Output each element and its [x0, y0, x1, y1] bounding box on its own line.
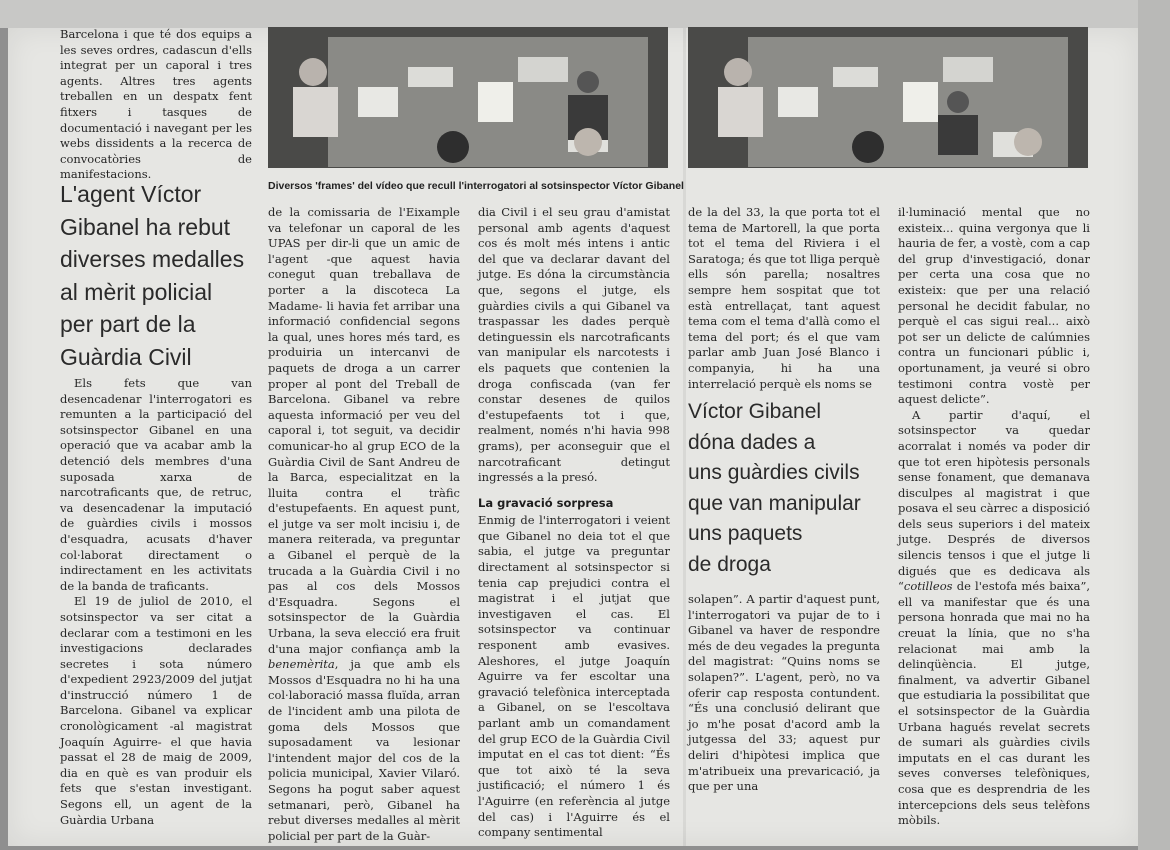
photo-caption: Diversos 'frames' del vídeo que recull l'interrogatori al sotsinspector Víctor Gibanel [268, 180, 684, 192]
page-fold [683, 28, 686, 846]
video-frame-photo-1 [268, 27, 668, 168]
text-run: , ja que amb els Mossos d'Esquadra no hi ha una col·laboració massa fluïda, arran de l'incident amb una pilota de goma dels Mossos que suposadament va lesionar l'intendent major del cos de la policia municipal, Xavier Vilaró. Segons ha pogut saber aquest setmanari, però, Gibanel ha rebut diverses medalles al mèrit policial per part de la Guàr- [268, 657, 460, 843]
headline-right-line: uns paquets [688, 522, 803, 546]
article-column-5 [898, 205, 1090, 829]
headline-left-line: L'agent Víctor [60, 181, 202, 207]
paragraph: solapen”. A partir d'aquest punt, l'interrogatori va pujar de to i Gibanel va haver de respondre més de deu vegades la pregunta del magistrat: “Quins noms se solapen?”. L'agent, però, no va oferir cap resposta contundent. “És una conclusió delirant que jo m'he posat d'acord amb la jutgessa del 33; aquest pur deliri d'hipòtesi implica que m'atribueix una prevaricació, ja que per una [688, 592, 880, 794]
paragraph: El 19 de juliol de 2010, el sotsinspector va ser citat a declarar com a testimoni en les investigacions declarades secretes i sota número d'expedient 2923/2009 del jutjat d'instrucció número 1 de Barcelona. Gibanel va explicar cronològicament -al magistrat Joaquín Aguirre- el que havia passat el 28 de maig de 2009, dia en què es van produir els fets que s'estan investigant. Segons ell, un agent de la Guàrdia Urbana [60, 594, 252, 827]
headline-right [688, 397, 888, 581]
paragraph: dia Civil i el seu grau d'amistat personal amb agents d'aquest cos és molt més intens i antic del que va declarar davant del jutge. Es dóna la circumstància que, segons el jutge, els guàrdies civils a qui Gibanel va traspassar les dades perquè detinguessin els narcotraficants van manipular els narcotests i els paquets que contenien la droga confiscada (van fer constar desenes de quilos d'estupefaents tot i que, realment, només n'hi havia 998 grams), per aconseguir que el narcotraficant detingut ingressés a la presó. [478, 205, 670, 485]
headline-right-line: dóna dades a [688, 430, 816, 454]
paragraph: de la del 33, la que porta tot el tema de Martorell, la que porta tot el tema del Riviera i el Saratoga; és que tot lliga perquè ells són parella; nosaltres sempre hem sospitat que tot està entrellaçat, tant aquest tema com el tema d'allà como el tema del port; és el que vam parlar amb Juan José Blanco i companyia, hi ha una interrelació perquè els noms se [688, 205, 880, 391]
headline-left-line: al mèrit policial [60, 278, 213, 305]
scan-right-edge [1138, 0, 1170, 850]
headline-right-line: uns guàrdies civils [688, 461, 860, 485]
paragraph: Enmig de l'interrogatori i veient que Gibanel no deia tot el que sabia, el jutge va preguntar directament al sotsinspector si tenia cap prejudici contra el magistrat i el jutjat que investigaven el cas. El sotsinspector va continuar responent amb evasives. Aleshores, el jutge Joaquín Aguirre va fer escoltar una gravació telefònica interceptada a Gibanel, on se l'escoltava parlant amb un comandament del grup ECO de la Guàrdia Civil imputat en el cas tot dient: “És que tot això té la seva justificació; el número 1 és l'Aguirre (en referència al jutge del cas) i l'Aguirre és el company sentimental [478, 513, 670, 840]
paragraph: il·luminació mental que no existeix... quina vergonya que li hauria de fer, a vostè, com a cap del grup d'investigació, donar per certa una cosa que no existeix: que per una relació personal he decidit fabular, no perquè el cas sigui real... això pot ser un delicte de calúmnies contra un funcionari públic i, oportunament, ja veuré si obro testimoni contra vostè per aquest delicte”. [898, 205, 1090, 407]
text-run: de la comissaria de l'Eixample va telefonar un caporal de les UPAS per dir-li que un amic de l'agent -que aquest havia conegut quan treballava de porter a la discoteca La Madame- li havia fet arribar una informació confidencial segons la qual, unes hores més tard, es produiria un intercanvi de paquets de droga a un carrer proper al pont del Treball de Barcelona. Gibanel va rebre aquesta informació per veu del caporal i, tot seguit, va decidir comunicar-ho al grup ECO de la Guàrdia Civil de Sant Andreu de la Barca, especialitzat en la lluita contra el tràfic d'estupefaents. En aquest punt, el jutge va ser molt incisiu i, de manera reiterada, va preguntar a Gibanel el perquè de la trucada a la Guàrdia Civil i no pas al cos dels Mossos d'Esquadra. Segons el sotsinspector de la Guàrdia Urbana, la seva elecció era fruit d'una major confiança amb la [268, 205, 460, 656]
italic-text-run: benemèrita [268, 657, 335, 672]
headline-right-line: Víctor Gibanel [688, 400, 822, 423]
italic-text-run: cotilleos [903, 579, 953, 594]
intro-paragraph: Barcelona i que té dos equips a les seves ordres, cadascun d'ells integrat per un caporal i tres agents. Altres tres agents treballen en un despatx fent fitxers i tasques de documentació i navegant per les webs dissidents a la recerca de convocatòries de manifestacions. [60, 27, 252, 182]
article-column-4-continued [688, 592, 880, 795]
headline-right-line: que van manipular [688, 491, 861, 515]
paragraph [268, 205, 460, 844]
article-column-4 [688, 205, 880, 392]
headline-left-line: per part de la [60, 311, 196, 338]
text-run: de l'estofa més baixa”, ell va manifestar que és una persona honrada que mai no ha creuat la línia, que no s'ha relacionat mai amb la delinqüència. El jutge, finalment, va advertir Gibanel que estudiaria la possibilitat que el sotsinspector de la Guàrdia Urbana hagués revelat secrets de sumari als guàrdies civils imputats en el cas durant les seves converses telefòniques, cosa que es desprendria de les intercepcions dels seus telèfons mòbils. [898, 579, 1090, 828]
scan-top-edge [0, 0, 1170, 28]
article-column-2 [268, 205, 460, 844]
paragraph: Els fets que van desencadenar l'interrogatori es remunten a la participació del sotsinspector Gibanel en una operació que va acabar amb la detenció dels membres d'una suposada xarxa de narcotraficants que, de retruc, va desencadenar la imputació de guàrdies civils i mossos d'esquadra, acusats d'haver col·laborat directament o indirectament en les activitats de la banda de traficants. [60, 376, 252, 593]
article-column-3 [478, 205, 670, 841]
text-run: A partir d'aquí, el sotsinspector va quedar acorralat i només va poder dir que tot eren hipòtesis personals sense fonament, que demanava disculpes al magistrat i que posava el seu càrrec a disposició dels seus superiors i del mateix jutge. Després de diversos silencis tensos i que el jutge li digués que es dedicava als “ [898, 407, 1090, 594]
headline-left-line: Guàrdia Civil [60, 343, 192, 370]
subheading: La gravació sorpresa [478, 495, 614, 510]
headline-right-line: de droga [688, 552, 771, 576]
headline-left [60, 178, 260, 374]
headline-left-line: Gibanel ha rebut [60, 213, 231, 240]
article-column-1 [60, 376, 252, 828]
paragraph [898, 408, 1090, 829]
headline-left-line: diverses medalles [60, 246, 245, 273]
video-frame-photo-2 [688, 27, 1088, 168]
intro-column [60, 27, 252, 183]
